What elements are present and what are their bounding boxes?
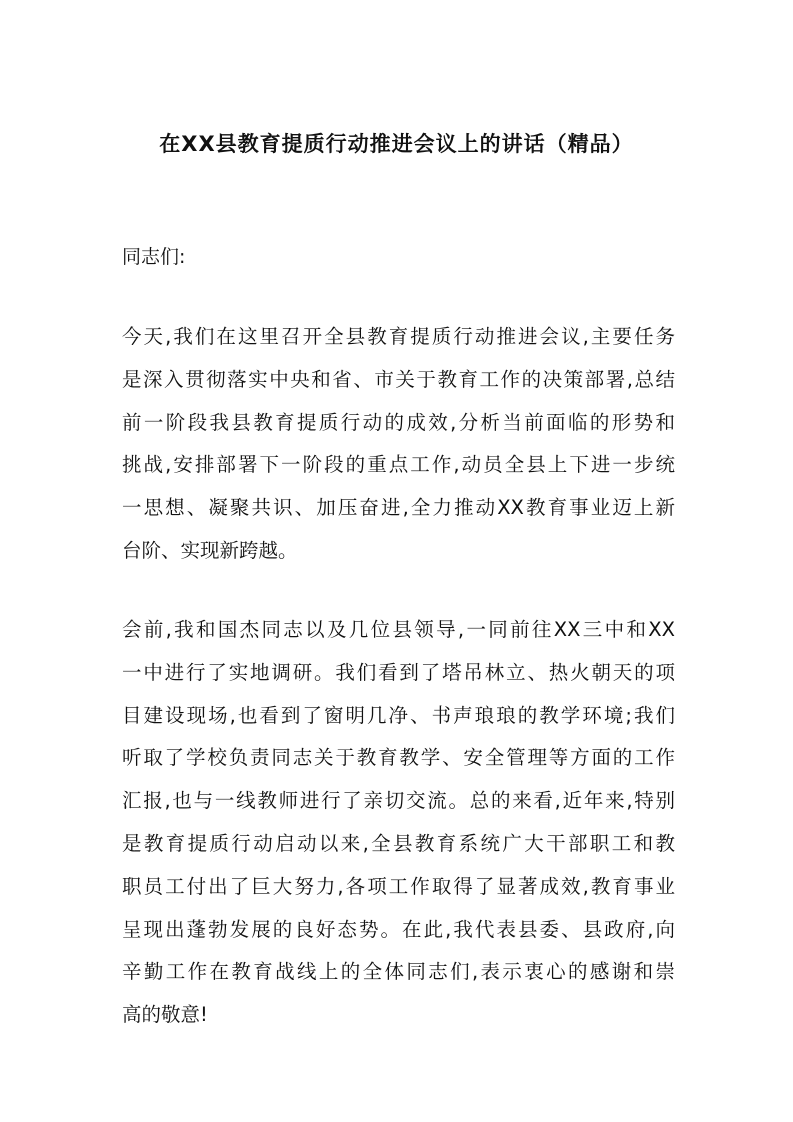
paragraph-line: 听取了学校负责同志关于教育教学、安全管理等方面的工作 <box>122 746 675 770</box>
paragraph-line: 汇报,也与一线教师进行了亲切交流。总的来看,近年来,特别 <box>122 789 675 813</box>
paragraph-line: 辛勤工作在教育战线上的全体同志们,表示衷心的感谢和崇 <box>122 960 675 984</box>
paragraph-line: 职员工付出了巨大努力,各项工作取得了显著成效,教育事业 <box>122 874 675 898</box>
paragraph-line: 高的敬意! <box>122 1003 208 1027</box>
salutation: 同志们: <box>122 246 186 268</box>
paragraph-2 <box>122 609 675 1037</box>
paragraph-line: 呈现出蓬勃发展的良好态势。在此,我代表县委、县政府,向 <box>122 917 675 941</box>
paragraph-line: 一中进行了实地调研。我们看到了塔吊林立、热火朝天的项 <box>122 660 675 684</box>
paragraph-1 <box>122 316 675 573</box>
paragraph-line: 是教育提质行动启动以来,全县教育系统广大干部职工和教 <box>122 831 675 855</box>
paragraph-line: 挑战,安排部署下一阶段的重点工作,动员全县上下进一步统 <box>122 453 675 477</box>
document-title: 在XX县教育提质行动推进会议上的讲话（精品） <box>159 132 634 156</box>
paragraph-line: 台阶、实现新跨越。 <box>122 538 298 562</box>
paragraph-line: 目建设现场,也看到了窗明几净、书声琅琅的教学环境;我们 <box>122 703 675 727</box>
paragraph-line: 是深入贯彻落实中央和省、市关于教育工作的决策部署,总结 <box>122 367 675 391</box>
paragraph-line: 前一阶段我县教育提质行动的成效,分析当前面临的形势和 <box>122 410 675 434</box>
paragraph-line: 今天,我们在这里召开全县教育提质行动推进会议,主要任务 <box>122 325 675 348</box>
paragraph-line: 会前,我和国杰同志以及几位县领导,一同前往XX三中和XX <box>122 618 675 641</box>
paragraph-line: 一思想、凝聚共识、加压奋进,全力推动XX教育事业迈上新 <box>122 496 675 520</box>
